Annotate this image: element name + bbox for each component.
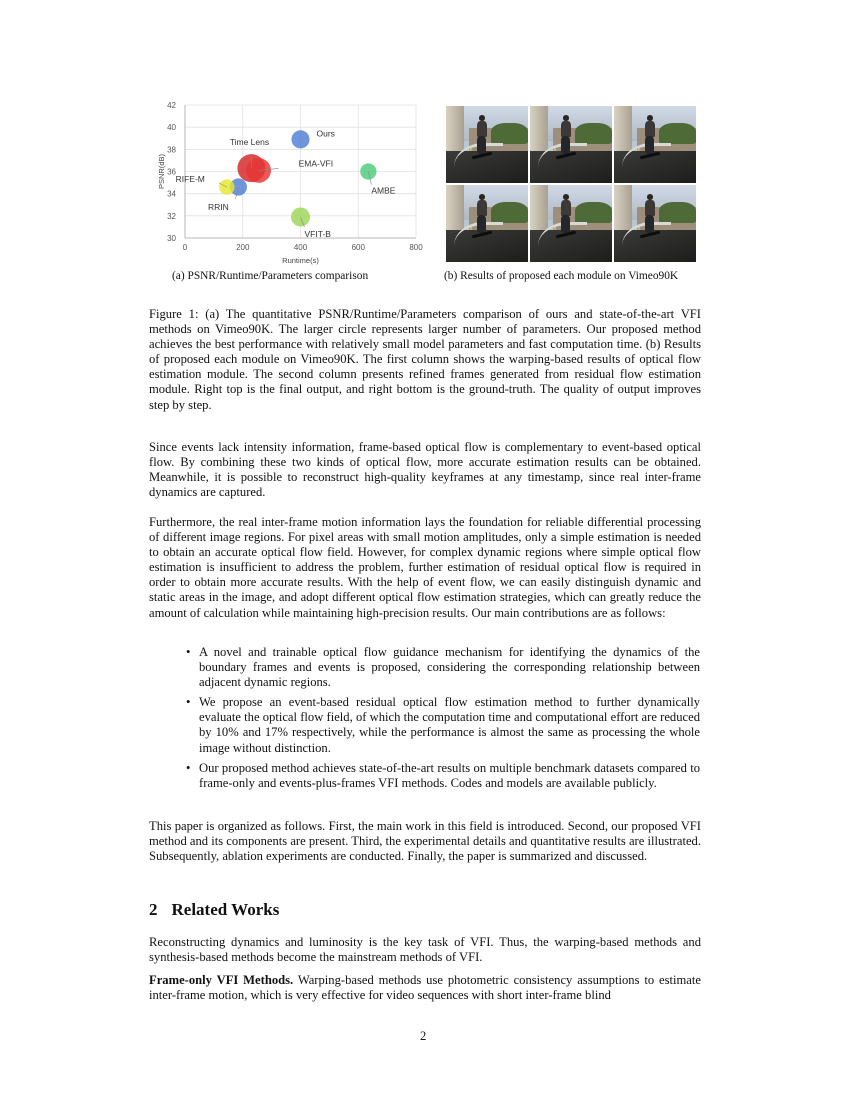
y-tick-label: 38	[167, 145, 176, 155]
bullet-symbol: •	[186, 645, 191, 659]
point-label: AMBE	[371, 185, 396, 196]
bubble-ours	[291, 130, 309, 148]
contribution-text: We propose an event-based residual optical flow estimation method to further dynamically evaluate the optical flow field, of which the computation time and computational effort are reduced by 10% and 17% respectively, while the performance is almost the same as processing the whole image without distinction.	[199, 695, 700, 755]
result-frame: x	[614, 106, 696, 183]
x-tick-label: 0	[182, 243, 188, 252]
contribution-item-1	[186, 645, 700, 690]
contributions-list	[186, 645, 700, 796]
section-title: Related Works	[171, 900, 280, 919]
point-label: Time Lens	[229, 137, 270, 148]
y-tick-label: 30	[167, 234, 176, 243]
subcaption-b: (b) Results of proposed each module on Vimeo90K	[444, 270, 679, 282]
point-label: Ours	[316, 128, 335, 139]
paragraph-2: Furthermore, the real inter-frame motion information lays the foundation for reliable differential processing of different image regions. For pixel areas with small motion amplitudes, only a simple estimation is needed to obtain an accurate optical flow field. However, for complex dynamic regions where simple optical flow estimation is insufficient to address the problem, further estimation of residual optical flow is required in order to obtain more accurate results. With the help of event flow, we can easily distinguish dynamic and static areas in the image, and adopt different optical flow estimation strategies, which can greatly reduce the amount of calculation while maintaining high-precision results. Our main contributions are as follows:	[149, 515, 701, 620]
contribution-text: Our proposed method achieves state-of-the-art results on multiple benchmark datasets compared to frame-only and events-plus-frames VFI methods. Codes and models are available publicly.	[199, 760, 700, 790]
x-tick-label: 200	[236, 243, 250, 252]
psnr-runtime-chart	[150, 98, 430, 268]
result-frame: x	[446, 185, 528, 262]
contribution-text: A novel and trainable optical flow guidance mechanism for identifying the dynamics of the boundary frames and events is proposed, considering the corresponding relationship between adjacent dynamic regions.	[199, 645, 700, 690]
paragraph-5-lead: Frame-only VFI Methods.	[149, 973, 294, 987]
result-frame: x	[530, 106, 612, 183]
result-frame: x	[530, 185, 612, 262]
result-frame: x	[446, 106, 528, 183]
result-frame: x	[614, 185, 696, 262]
bullet-symbol: •	[186, 695, 191, 710]
point-label: RRIN	[208, 202, 229, 213]
paragraph-5-text: Warping-based methods use photometric consistency assumptions to estimate inter-frame motion, which is very effective for video sequences with short inter-frame blind	[149, 973, 701, 1003]
bullet-symbol: •	[186, 760, 191, 775]
point-label: VFIT-B	[304, 228, 331, 239]
section-heading	[149, 900, 279, 920]
vimeo90k-results-grid	[446, 106, 696, 262]
x-tick-label: 800	[409, 243, 423, 252]
x-tick-label: 600	[351, 243, 365, 252]
y-tick-label: 36	[167, 167, 176, 177]
paragraph-5	[149, 973, 701, 1003]
y-axis-label: PSNR(dB)	[157, 153, 166, 190]
y-tick-label: 34	[167, 189, 176, 199]
point-label: RIFE-M	[175, 174, 205, 185]
contribution-item-2	[186, 695, 700, 755]
contribution-item-3	[186, 760, 700, 791]
y-tick-label: 40	[167, 123, 176, 133]
paragraph-3: This paper is organized as follows. First, the main work in this field is introduced. Second, our proposed VFI method and its components are present. Third, the experimental details and quantitative results are illustrated. Subsequently, ablation experiments are conducted. Finally, the paper is summarized and discussed.	[149, 819, 701, 864]
section-number: 2	[149, 900, 158, 919]
paragraph-1: Since events lack intensity information, frame-based optical flow is complementary to event-based optical flow. By combining these two kinds of optical flow, more accurate estimation results can be obtained. Meanwhile, it is possible to reconstruct high-quality keyframes at any timestamp, since real inter-frame dynamics are captured.	[149, 440, 701, 500]
paragraph-4: Reconstructing dynamics and luminosity is the key task of VFI. Thus, the warping-based methods and synthesis-based methods become the mainstream methods of VFI.	[149, 935, 701, 965]
x-tick-label: 400	[293, 243, 308, 252]
page-number: 2	[420, 1029, 427, 1043]
x-axis-label: Runtime(s)	[282, 256, 319, 265]
chart-labels	[176, 128, 396, 239]
subcaption-a: (a) PSNR/Runtime/Parameters comparison	[172, 270, 369, 282]
bubble-rife-m	[219, 179, 234, 194]
y-tick-label: 32	[167, 211, 176, 221]
y-tick-label: 42	[167, 101, 176, 110]
point-label: EMA-VFI	[298, 158, 334, 169]
figure-caption: Figure 1: (a) The quantitative PSNR/Runtime/Parameters comparison of ours and state-of-the-art VFI methods on Vimeo90K. The larger circle represents larger number of parameters. Our proposed method achieves the best performance with relatively small model parameters and fast computation time. (b) Results of proposed each module on Vimeo90K. The first column shows the warping-based results of optical flow estimation module. The second column presents refined frames generated from residual flow estimation module. Right top is the final output, and right bottom is the ground-truth. The quality of output improves step by step.	[149, 307, 701, 412]
